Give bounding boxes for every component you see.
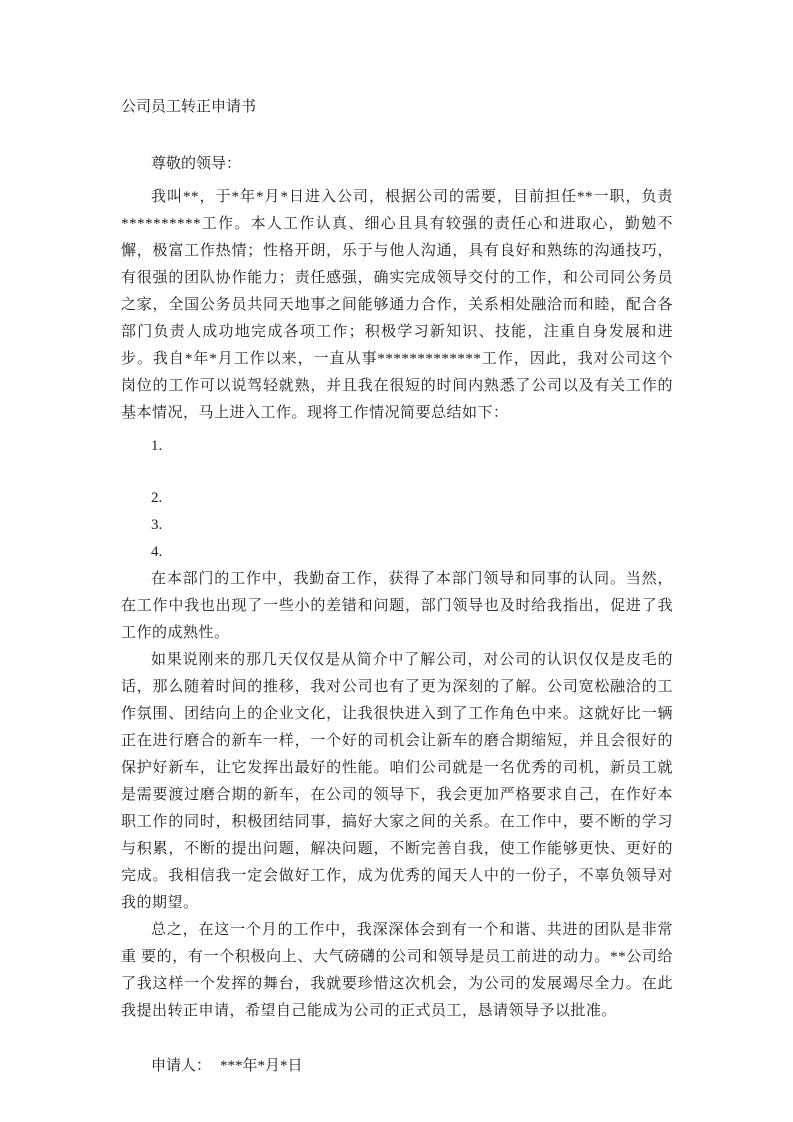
summary-list-item-3: 3. [151,517,163,533]
paragraph-company-understanding: 如果说刚来的那几天仅仅是从简介中了解公司，对公司的认识仅仅是皮毛的话，那么随着时间的推移，我对公司也有了更为深刻的了解。公司宽松融洽的工作氛围、团结向上的企业文化，让我很快进入到了工作角色中来。这就好比一辆正在进行磨合的新车一样，一个好的司机会让新车的磨合期缩短，并且会很好的保护好新车，让它发挥出最好的性能。咱们公司就是一名优秀的司机，新员工就是需要渡过磨合期的新车，在公司的领导下，我会更加严格要求自己，在作好本职工作的同时，积极团结同事，搞好大家之间的关系。在工作中，要不断的学习与积累，不断的提出问题，解决问题，不断完善自我，使工作能够更快、更好的完成。我相信我一定会做好工作，成为优秀的闻天人中的一份子，不辜负领导对我的期望。 [121,652,673,911]
summary-list-item-4: 4. [151,544,163,560]
paragraph-intro: 我叫**，于*年*月*日进入公司，根据公司的需要，目前担任**一职，负责**********工作。本人工作认真、细心且具有较强的责任心和进取心，勤勉不懈，极富工作热情；性格开朗，乐于与他人沟通，具有良好和熟练的沟通技巧，有很强的团队协作能力；责任感强，确实完成领导交付的工作，和公司同公务员之家，全国公务员共同天地事之间能够通力合作，关系相处融洽而和睦，配合各部门负责人成功地完成各项工作；积极学习新知识、技能，注重自身发展和进步。我自*年*月工作以来，一直从事*************工作，因此，我对公司这个岗位的工作可以说驾轻就熟，并且我在很短的时间内熟悉了公司以及有关工作的基本情况，马上进入工作。现将工作情况简要总结如下： [121,189,673,421]
summary-list-item-1: 1. [151,438,163,454]
summary-list-item-2: 2. [151,490,163,506]
document-title: 公司员工转正申请书 [121,99,257,115]
paragraph-department-work: 在本部门的工作中，我勤奋工作，获得了本部门领导和同事的认同。当然，在工作中我也出现了一些小的差错和问题，部门领导也及时给我指出，促进了我工作的成熟性。 [121,571,673,641]
signature-line [121,1053,673,1080]
salutation: 尊敬的领导： [151,156,242,172]
applicant-label: 申请人： [151,1058,212,1074]
signature-date: ***年*月*日 [220,1058,303,1074]
paragraph-conclusion: 总之，在这一个月的工作中，我深深体会到有一个和谐、共进的团队是非常重 要的，有一个积极向上、大气磅礴的公司和领导是员工前进的动力。**公司给了我这样一个发挥的舞台，我就要珍惜这次机会，为公司的发展竭尽全力。在此我提出转正申请，希望自己能成为公司的正式员工，恳请领导予以批准。 [121,922,673,1019]
list-blank-line [121,460,673,485]
summary-list [121,433,673,566]
